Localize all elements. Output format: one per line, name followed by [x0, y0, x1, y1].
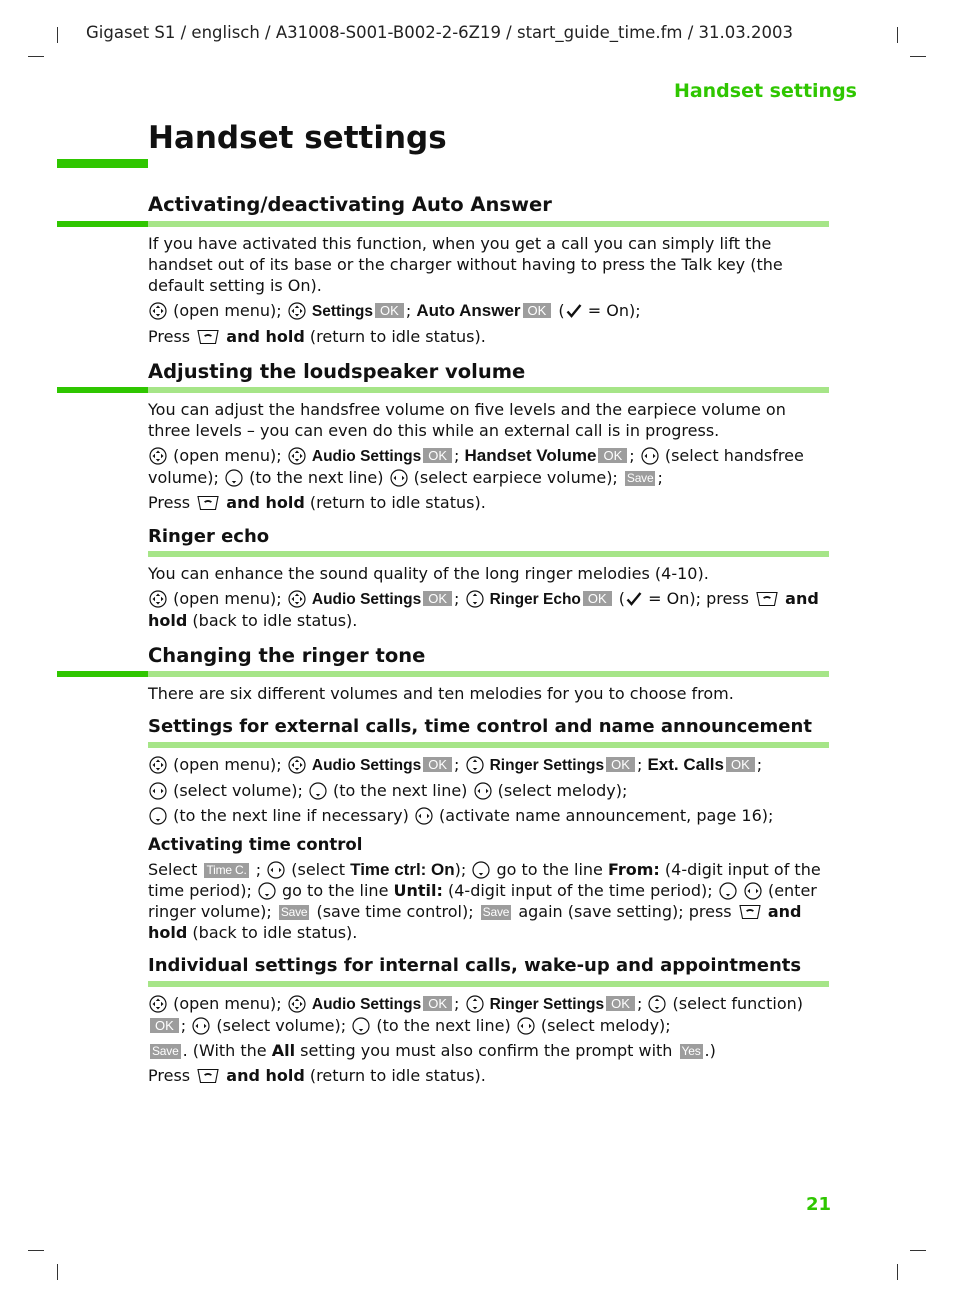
section-external-calls	[148, 754, 832, 826]
navigation-key-icon	[149, 995, 167, 1013]
paragraph: You can adjust the handsfree volume on five levels and the earpiece volume on three levels – you can even do this while an external call is in progress.	[148, 400, 786, 440]
ok-softkey: OK	[726, 757, 755, 772]
navigation-key-icon	[352, 1017, 370, 1035]
instruction-line: Select Time C. ; (select Time ctrl: On); go to the line From: (4-digit input of the time period); go to the line Until: (4-digit input of the time period); (enter ringer volume); Save (save time control); Save again (save setting); press and hold (back to idle status).	[148, 860, 821, 942]
crop-mark	[57, 1264, 58, 1280]
talk-key-icon	[756, 591, 778, 606]
crop-mark	[28, 56, 44, 57]
crop-mark	[910, 56, 926, 57]
check-mark-icon	[626, 592, 642, 606]
navigation-key-icon	[288, 447, 306, 465]
check-mark-icon	[566, 304, 582, 318]
navigation-key-icon	[192, 1017, 210, 1035]
navigation-key-icon	[641, 447, 659, 465]
menu-label-ringer-settings: Ringer Settings	[489, 757, 605, 774]
instruction-line: Save . (With the All setting you must also confirm the prompt with Yes .)	[152, 1041, 716, 1060]
menu-label-settings: Settings	[311, 303, 374, 320]
navigation-key-icon	[466, 756, 484, 774]
section-loudspeaker-volume	[148, 399, 832, 513]
yes-softkey: Yes	[681, 1044, 701, 1058]
heading-internal-calls: Individual settings for internal calls, wake-up and appointments	[148, 955, 802, 976]
crop-mark	[910, 1250, 926, 1251]
time-control-softkey: Time C.	[206, 863, 247, 877]
menu-label-handset-volume: Handset Volume	[464, 446, 597, 465]
section-time-control	[148, 859, 832, 943]
talk-key-icon	[197, 1068, 219, 1083]
navigation-key-icon	[288, 756, 306, 774]
crop-mark	[897, 1264, 898, 1280]
ok-softkey: OK	[598, 448, 627, 463]
talk-key-icon	[197, 329, 219, 344]
navigation-key-icon	[149, 807, 167, 825]
ok-softkey: OK	[423, 996, 452, 1011]
navigation-key-icon	[288, 590, 306, 608]
subsection-rule	[148, 742, 829, 748]
heading-ringer-echo: Ringer echo	[148, 526, 270, 547]
paragraph: You can enhance the sound quality of the long ringer melodies (4-10).	[148, 564, 709, 583]
navigation-key-icon	[466, 995, 484, 1013]
chapter-title: Handset settings	[148, 120, 447, 156]
navigation-key-icon	[719, 882, 737, 900]
paragraph: If you have activated this function, when you get a call you can simply lift the handset out of its base or the charger without having to press the Talk key (the default setting is On).	[148, 234, 783, 295]
subsection-rule	[148, 981, 829, 987]
section-rule	[57, 671, 829, 677]
running-head: Handset settings	[673, 80, 857, 102]
menu-label-auto-answer: Auto Answer	[416, 301, 521, 320]
section-internal-calls	[148, 993, 832, 1086]
navigation-key-icon	[517, 1017, 535, 1035]
navigation-key-icon	[288, 302, 306, 320]
subsection-rule	[148, 551, 829, 557]
ok-softkey: OK	[150, 1018, 179, 1033]
section-auto-answer	[148, 233, 832, 347]
navigation-key-icon	[267, 861, 285, 879]
chapter-bar	[57, 159, 148, 168]
ok-softkey: OK	[606, 757, 635, 772]
section-ringer-echo	[148, 563, 832, 631]
navigation-key-icon	[390, 469, 408, 487]
navigation-key-icon	[466, 590, 484, 608]
navigation-key-icon	[648, 995, 666, 1013]
ok-softkey: OK	[423, 448, 452, 463]
crop-mark	[28, 1250, 44, 1251]
navigation-key-icon	[309, 782, 327, 800]
paragraph: There are six different volumes and ten melodies for you to choose from.	[148, 684, 734, 703]
navigation-key-icon	[288, 995, 306, 1013]
menu-label-audio-settings: Audio Settings	[311, 757, 422, 774]
instruction-line: Press and hold (return to idle status).	[148, 1066, 486, 1085]
navigation-key-icon	[472, 861, 490, 879]
instruction-line: (open menu); Audio Settings OK ; Handset Volume OK ; (select handsfree volume); (to the next line) (select earpiece volume); Save ;	[148, 446, 804, 487]
instruction-line: Press and hold (return to idle status).	[148, 493, 486, 512]
ok-softkey: OK	[423, 591, 452, 606]
save-softkey: Save	[626, 471, 654, 485]
instruction-line: Press and hold (return to idle status).	[148, 327, 486, 346]
save-softkey: Save	[280, 905, 308, 919]
ok-softkey: OK	[583, 591, 612, 606]
ok-softkey: OK	[423, 757, 452, 772]
menu-label-audio-settings: Audio Settings	[311, 591, 422, 608]
instruction-line: (to the next line if necessary) (activate name announcement, page 16);	[148, 805, 832, 826]
instruction-line: (open menu); Audio Settings OK ; Ringer Settings OK ; (select function) OK ; (select volume); (to the next line) (select melody);	[148, 993, 832, 1036]
ok-softkey: OK	[375, 303, 404, 318]
document-header: Gigaset S1 / englisch / A31008-S001-B002-2-6Z19 / start_guide_time.fm / 31.03.2003	[86, 23, 793, 42]
section-rule	[57, 221, 829, 227]
navigation-key-icon	[415, 807, 433, 825]
navigation-key-icon	[744, 882, 762, 900]
instruction-line: (select volume); (to the next line) (select melody);	[148, 780, 832, 801]
instruction-line: (open menu); Audio Settings OK ; Ringer Settings OK ; Ext. Calls OK ;	[148, 754, 832, 776]
menu-label-ringer-settings: Ringer Settings	[489, 996, 605, 1013]
section-ringer-tone	[148, 683, 832, 704]
instruction-line: (open menu); Audio Settings OK ; Ringer Echo OK ( = On); press and hold (back to idle status).	[148, 589, 819, 630]
talk-key-icon	[739, 904, 761, 919]
heading-loudspeaker-volume: Adjusting the loudspeaker volume	[148, 360, 526, 383]
save-softkey: Save	[482, 905, 510, 919]
heading-time-control: Activating time control	[148, 835, 363, 854]
talk-key-icon	[197, 495, 219, 510]
navigation-key-icon	[474, 782, 492, 800]
heading-external-calls: Settings for external calls, time control and name announcement	[148, 716, 812, 737]
section-rule	[57, 387, 829, 393]
instruction-line: (open menu); Settings OK ; Auto Answer OK ( = On);	[148, 300, 832, 322]
navigation-key-icon	[149, 447, 167, 465]
menu-label-audio-settings: Audio Settings	[311, 448, 422, 465]
navigation-key-icon	[258, 882, 276, 900]
navigation-key-icon	[225, 469, 243, 487]
menu-label-ext-calls: Ext. Calls	[647, 755, 724, 774]
menu-label-audio-settings: Audio Settings	[311, 996, 422, 1013]
save-softkey: Save	[152, 1044, 179, 1058]
page-number: 21	[806, 1194, 832, 1215]
menu-label-ringer-echo: Ringer Echo	[489, 591, 581, 608]
navigation-key-icon	[149, 782, 167, 800]
navigation-key-icon	[149, 756, 167, 774]
crop-mark	[57, 27, 58, 43]
heading-auto-answer: Activating/deactivating Auto Answer	[148, 193, 552, 216]
heading-ringer-tone: Changing the ringer tone	[148, 644, 426, 667]
ok-softkey: OK	[606, 996, 635, 1011]
crop-mark	[897, 27, 898, 43]
ok-softkey: OK	[523, 303, 552, 318]
navigation-key-icon	[149, 590, 167, 608]
navigation-key-icon	[149, 302, 167, 320]
